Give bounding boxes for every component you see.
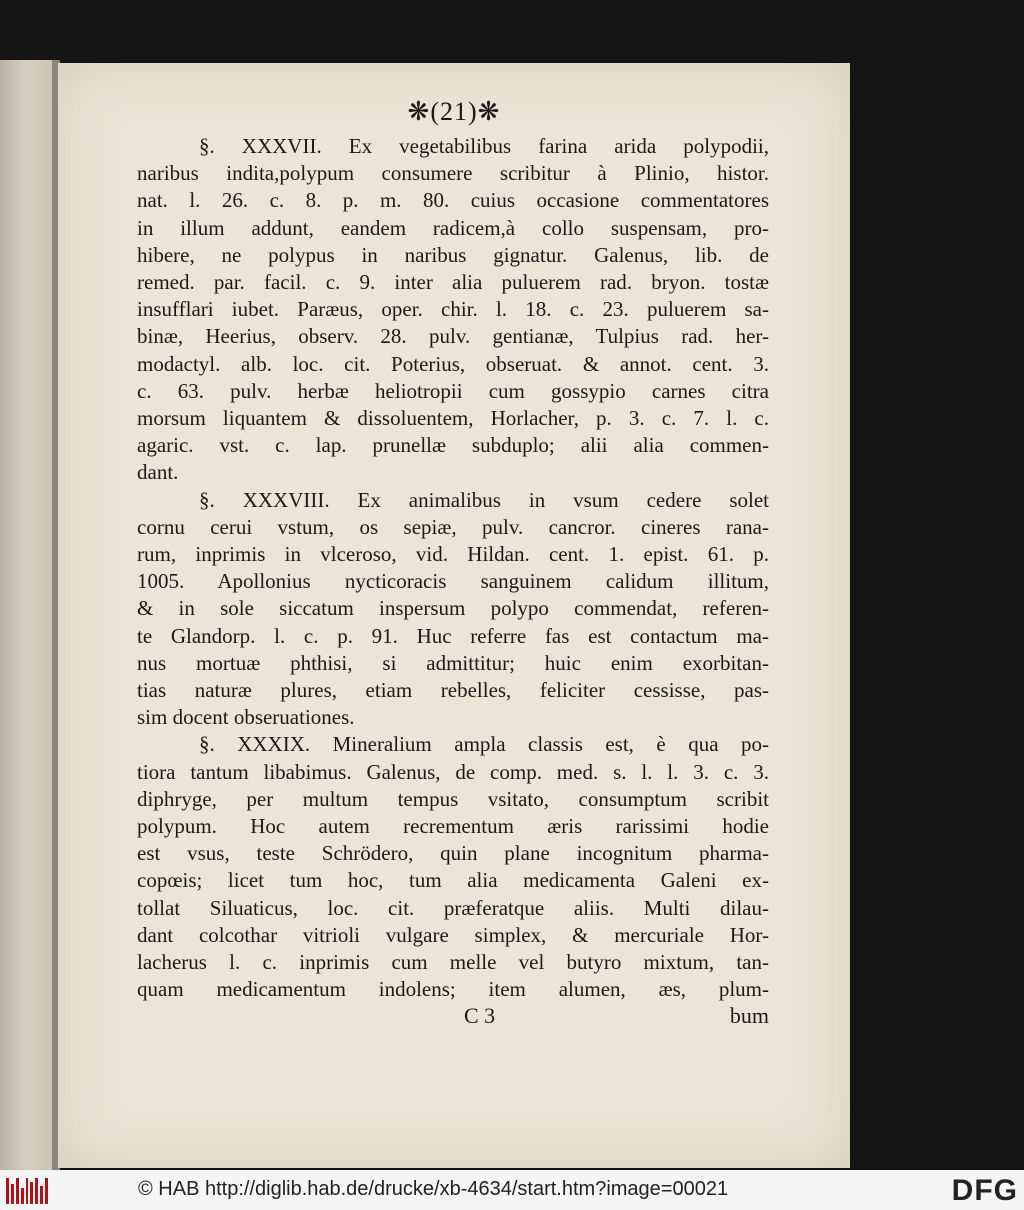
text-line: binæ, Heerius, observ. 28. pulv. gentianæ, Tulpius rad. her- — [137, 324, 769, 349]
text-line: insufflari iubet. Paræus, oper. chir. l. 18. c. 23. puluerem sa- — [137, 297, 769, 322]
previous-page-edge — [0, 60, 58, 1170]
text-line: te Glandorp. l. c. p. 91. Huc referre fas est contactum ma- — [137, 623, 769, 648]
dfg-logo[interactable]: DFG — [951, 1174, 1018, 1207]
text-line: nat. l. 26. c. 8. p. m. 80. cuius occasione commentatores — [137, 188, 769, 213]
text-line: 1005. Apollonius nycticoracis sanguinem calidum illitum, — [137, 569, 769, 594]
text-line: & in sole siccatum inspersum polypo commendat, referen- — [137, 596, 769, 621]
page-footer-line — [137, 1003, 769, 1033]
text-line: c. 63. pulv. herbæ heliotropii cum gossypio carnes citra — [137, 378, 769, 403]
text-line: copœis; licet tum hoc, tum alia medicamenta Galeni ex- — [137, 868, 769, 893]
text-line: modactyl. alb. loc. cit. Poterius, obseruat. & annot. cent. 3. — [137, 351, 769, 376]
text-line: dant colcothar vitrioli vulgare simplex, & mercuriale Hor- — [137, 922, 769, 947]
catchword: bum — [729, 1003, 769, 1028]
text-line: est vsus, teste Schrödero, quin plane incognitum pharma- — [137, 841, 769, 866]
text-line: tollat Siluaticus, loc. cit. præferatque aliis. Multi dilau- — [137, 895, 769, 920]
text-line: morsum liquantem & dissoluentem, Horlacher, p. 3. c. 7. l. c. — [137, 406, 769, 431]
text-line: nus mortuæ phthisi, si admittitur; huic enim exorbitan- — [137, 650, 769, 675]
text-line: agaric. vst. c. lap. prunellæ subduplo; alii alia commen- — [137, 433, 769, 458]
text-line: tiora tantum libabimus. Galenus, de comp. med. s. l. l. 3. c. 3. — [137, 759, 769, 784]
text-line: tias naturæ plures, etiam rebelles, feliciter cessisse, pas- — [137, 678, 769, 703]
text-line: §. XXXVII. Ex vegetabilibus farina arida polypodii, — [199, 134, 769, 158]
text-line: diphryge, per multum tempus vsitato, consumptum scribit — [137, 786, 769, 811]
hab-logo-icon[interactable] — [6, 1178, 48, 1204]
text-line: dant. — [137, 460, 179, 485]
text-line: rum, inprimis in vlceroso, vid. Hildan. cent. 1. epist. 61. p. — [137, 542, 769, 567]
text-line: lacherus l. c. inprimis cum melle vel butyro mixtum, tan- — [137, 950, 769, 975]
text-line: polypum. Hoc autem recrementum æris rarissimi hodie — [137, 814, 769, 839]
text-line: quam medicamentum indolens; item alumen, æs, plum- — [137, 977, 769, 1002]
text-line: cornu cerui vstum, os sepiæ, pulv. cancror. cineres rana- — [137, 514, 769, 539]
text-line: §. XXXIX. Mineralium ampla classis est, è qua po- — [199, 732, 769, 757]
signature-mark: C 3 — [464, 1003, 496, 1028]
book-page — [58, 63, 850, 1168]
text-line: sim docent obseruationes. — [137, 705, 355, 730]
copyright-link[interactable]: © HAB http://diglib.hab.de/drucke/xb-4634/start.htm?image=00021 — [138, 1178, 729, 1200]
text-line: naribus indita,polypum consumere scribitur à Plinio, histor. — [137, 161, 769, 186]
text-line: §. XXXVIII. Ex animalibus in vsum cedere solet — [199, 487, 769, 512]
page-number-header: ❋(21)❋ — [407, 97, 501, 126]
text-line: in illum addunt, eandem radicem,à collo suspensam, pro- — [137, 215, 769, 240]
text-line: remed. par. facil. c. 9. inter alia puluerem rad. bryon. tostæ — [137, 270, 769, 295]
viewer-footer — [0, 1170, 1024, 1210]
text-line: hibere, ne polypus in naribus gignatur. Galenus, lib. de — [137, 242, 769, 267]
page-text — [137, 133, 769, 1004]
